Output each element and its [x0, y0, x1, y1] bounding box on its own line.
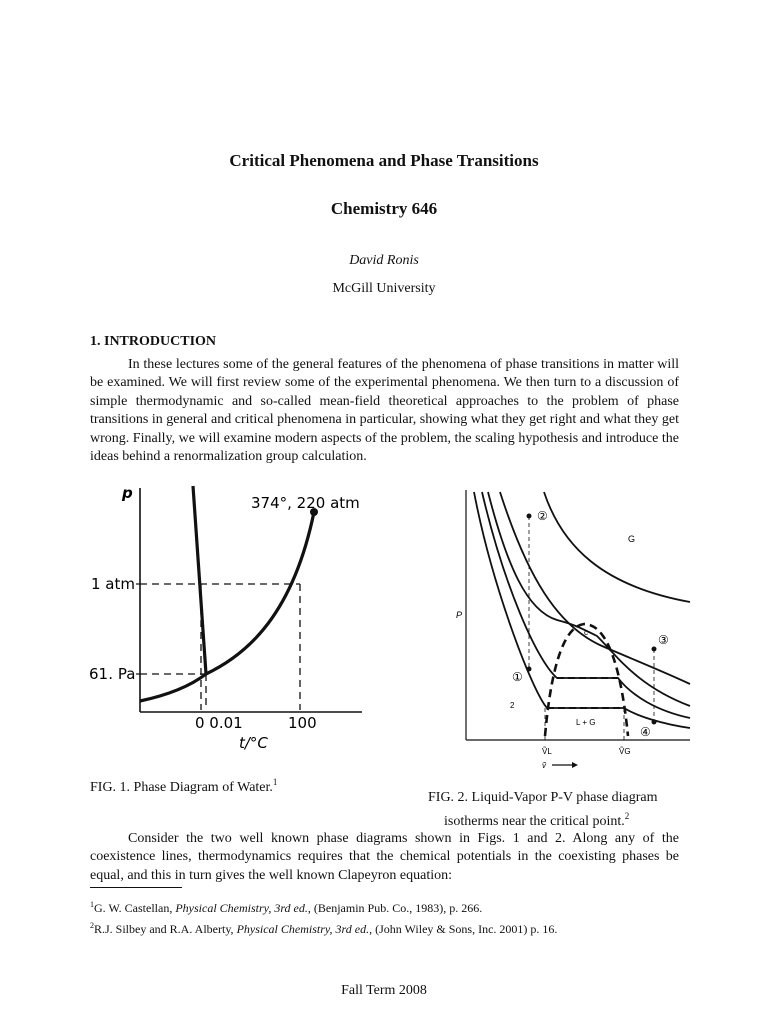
- fig1-ylabel: p: [122, 484, 133, 502]
- fig1-critical-label: 374°, 220 atm: [251, 494, 360, 512]
- fig2-label-2: 2: [510, 701, 515, 710]
- fig1-xtick-100: 100: [288, 714, 317, 732]
- section-heading: 1. INTRODUCTION: [90, 334, 217, 349]
- fig1-ytick-61pa: 61․ Pa: [89, 665, 136, 683]
- fig2-x-arrowhead: [572, 762, 578, 768]
- fig2-label-vl: ṼL: [542, 747, 552, 756]
- fig2-label-lg: L + G: [576, 718, 596, 727]
- fig2-isotherm-below-2: [474, 492, 690, 728]
- fig2-isotherm-below-1: [482, 492, 690, 718]
- fig2-point-3: [652, 647, 657, 652]
- figure-2-caption: FIG. 2. Liquid-Vapor P-V phase diagram isotherms near the critical point.$^2$: [428, 790, 658, 829]
- fig2-point-1: [527, 667, 532, 672]
- page-footer: Fall Term 2008: [341, 983, 427, 998]
- fig2-marker-1: ①: [512, 670, 523, 684]
- figure-1-caption: FIG. 1. Phase Diagram of Water.$^1$: [90, 777, 278, 795]
- fig2-marker-2: ②: [537, 509, 548, 523]
- fig2-xlabel: ṽ: [542, 761, 546, 770]
- fig2-marker-3: ③: [658, 633, 669, 647]
- figure-1-phase-diagram: [88, 484, 366, 756]
- fig2-marker-4: ④: [640, 725, 651, 739]
- fig2-label-g: G: [628, 534, 636, 544]
- footnote-rule: [90, 887, 182, 888]
- fig2-point-2: [527, 514, 532, 519]
- fig1-xtick-0: 0 0.01: [195, 714, 243, 732]
- affiliation: McGill University: [332, 281, 436, 296]
- fig2-point-4: [652, 720, 657, 725]
- author-name: David Ronis: [349, 253, 419, 268]
- fig2-isotherm-above-critical: [500, 492, 690, 684]
- fig1-melting-curve: [193, 486, 206, 674]
- fig1-xlabel: t/°C: [239, 734, 268, 752]
- footnote-2: $^2$R.J. Silbey and R.A. Alberty, Physical Chemistry, 3rd ed., (John Wiley & Sons, Inc. 2001) p. 16.: [90, 921, 558, 936]
- fig2-label-vg: ṼG: [619, 747, 631, 756]
- fig2-ylabel: P: [456, 610, 463, 620]
- fig2-isotherm-highest: [544, 492, 690, 602]
- course-title: Chemistry 646: [330, 199, 438, 218]
- fig1-vaporization-curve: [140, 512, 314, 701]
- fig2-label-c: c: [584, 628, 588, 637]
- intro-paragraph: In these lectures some of the general features of the phenomena of phase transitions in matter will be examined. We will first review some of the experimental phenomena. We then turn to a discussion of simple thermodynamic and so-called mean-field theoretical approaches to the problem of phase transitions in general and critical phenomena in particular, showing what they get right and what they get wrong. Finally, we will examine modern aspects of the problem, the scaling hypothesis and introduce the ideas behind a renormalization group calculation.: [90, 357, 679, 465]
- figure-2-pv-diagram: [452, 486, 692, 770]
- document-title: Critical Phenomena and Phase Transitions: [229, 151, 539, 170]
- fig1-ytick-1atm: 1 atm: [91, 575, 135, 593]
- footnote-1: $^1$G. W. Castellan, Physical Chemistry, 3rd ed., (Benjamin Pub. Co., 1983), p. 266.: [90, 900, 483, 915]
- body-paragraph-2: Consider the two well known phase diagrams shown in Figs. 1 and 2. Along any of the coexistence lines, thermodynamics requires that the chemical potentials in the coexisting phases be equal, and this in turn gives the well known Clapeyron equation:: [90, 831, 679, 883]
